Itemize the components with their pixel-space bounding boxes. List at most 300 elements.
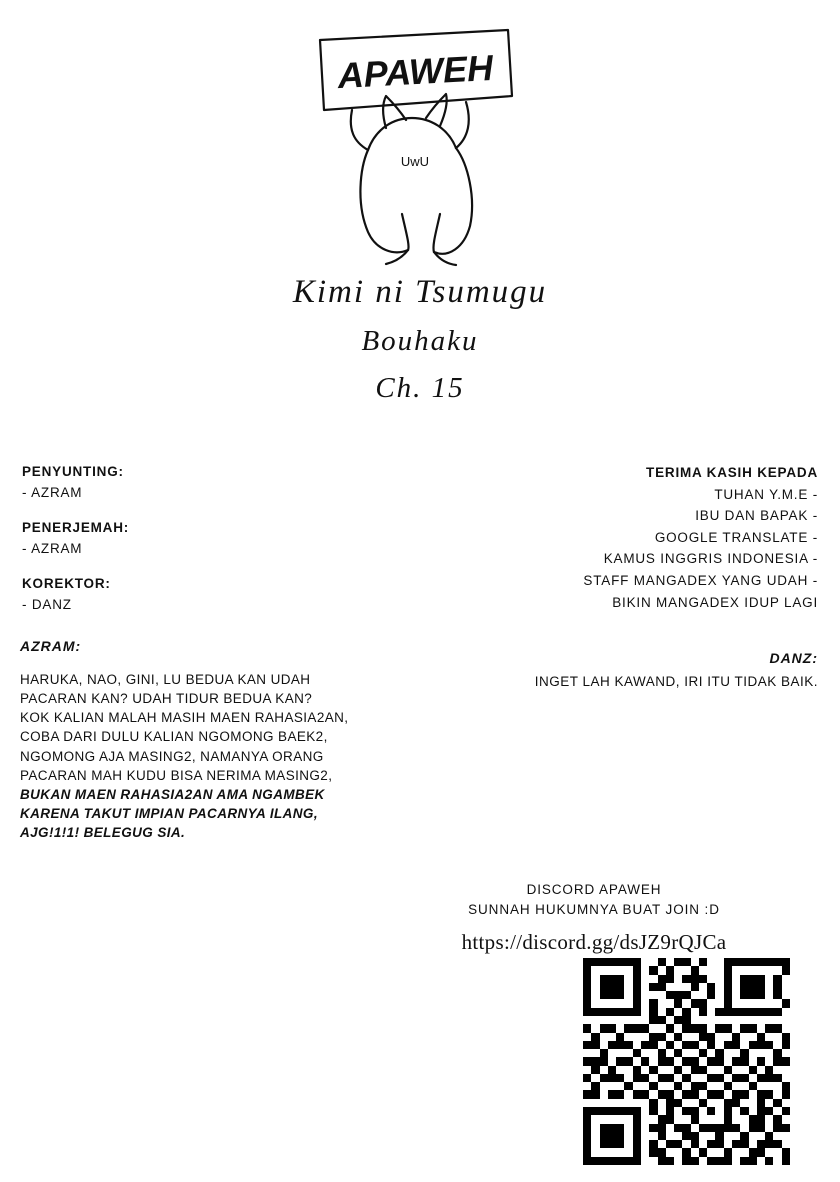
qr-module [682, 1090, 690, 1098]
qr-module [649, 1132, 657, 1140]
qr-module [649, 1148, 657, 1156]
qr-module [624, 958, 632, 966]
qr-module [724, 1074, 732, 1082]
qr-module [583, 1082, 591, 1090]
qr-module [765, 958, 773, 966]
credit-role-translator: PENERJEMAH: [22, 519, 130, 535]
qr-module [674, 958, 682, 966]
qr-module [616, 1140, 624, 1148]
qr-module [749, 1066, 757, 1074]
qr-module [674, 1107, 682, 1115]
qr-module [782, 958, 790, 966]
qr-module [624, 1016, 632, 1024]
qr-module [782, 991, 790, 999]
qr-module [608, 1132, 616, 1140]
qr-module [591, 1049, 599, 1057]
qr-module [707, 999, 715, 1007]
qr-module [691, 991, 699, 999]
qr-module [724, 1107, 732, 1115]
qr-module [757, 1115, 765, 1123]
thanks-line: TUHAN Y.M.E - [714, 486, 818, 502]
qr-module [608, 1074, 616, 1082]
qr-module [624, 999, 632, 1007]
qr-module [724, 1099, 732, 1107]
qr-module [773, 1090, 781, 1098]
qr-module [782, 1140, 790, 1148]
qr-module [608, 1041, 616, 1049]
qr-module [699, 1115, 707, 1123]
qr-module [765, 1124, 773, 1132]
qr-module [682, 1041, 690, 1049]
qr-module [666, 1140, 674, 1148]
qr-module [666, 1099, 674, 1107]
qr-module [765, 1115, 773, 1123]
qr-module [674, 966, 682, 974]
qr-module [724, 1140, 732, 1148]
qr-module [658, 1041, 666, 1049]
chapter-label: Ch. 15 [375, 372, 465, 405]
qr-module [757, 1099, 765, 1107]
qr-module [757, 1124, 765, 1132]
qr-module [757, 991, 765, 999]
qr-module [583, 1099, 591, 1107]
qr-module [600, 1057, 608, 1065]
qr-module [591, 1074, 599, 1082]
qr-module [757, 958, 765, 966]
qr-module [600, 1115, 608, 1123]
qr-module [583, 1148, 591, 1156]
page-subtitle: Bouhaku [361, 325, 479, 358]
qr-module [765, 1148, 773, 1156]
qr-module [583, 1066, 591, 1074]
qr-module [699, 1033, 707, 1041]
qr-module [608, 1124, 616, 1132]
qr-module [757, 1157, 765, 1165]
qr-module [583, 1024, 591, 1032]
qr-module [707, 1041, 715, 1049]
qr-module [583, 1107, 591, 1115]
qr-module [624, 1107, 632, 1115]
qr-module [641, 1115, 649, 1123]
qr-module [682, 1099, 690, 1107]
translator-note-azram [20, 638, 440, 842]
qr-module [699, 958, 707, 966]
qr-module [765, 1066, 773, 1074]
qr-module [666, 958, 674, 966]
qr-module [715, 991, 723, 999]
qr-module [773, 1033, 781, 1041]
qr-grid [583, 958, 790, 1165]
qr-module [641, 1049, 649, 1057]
mascot-illustration [290, 18, 550, 268]
qr-module [583, 1049, 591, 1057]
qr-module [583, 1033, 591, 1041]
qr-module [600, 958, 608, 966]
qr-module [773, 991, 781, 999]
qr-module [608, 966, 616, 974]
qr-module [782, 1074, 790, 1082]
qr-module [707, 983, 715, 991]
qr-module [724, 991, 732, 999]
qr-module [682, 1074, 690, 1082]
qr-module [591, 1090, 599, 1098]
qr-module [773, 975, 781, 983]
qr-module [765, 1132, 773, 1140]
qr-module [624, 991, 632, 999]
qr-module [633, 1057, 641, 1065]
qr-module [715, 1090, 723, 1098]
qr-module [757, 1090, 765, 1098]
qr-module [682, 1049, 690, 1057]
qr-module [715, 1140, 723, 1148]
qr-module [724, 1057, 732, 1065]
qr-module [649, 1008, 657, 1016]
qr-module [740, 1066, 748, 1074]
qr-module [666, 1074, 674, 1082]
qr-module [715, 1099, 723, 1107]
qr-module [641, 1132, 649, 1140]
qr-module [649, 1024, 657, 1032]
qr-module [600, 983, 608, 991]
qr-module [666, 1157, 674, 1165]
qr-module [773, 1115, 781, 1123]
qr-module [633, 975, 641, 983]
qr-module [600, 1024, 608, 1032]
qr-module [757, 1049, 765, 1057]
qr-module [608, 983, 616, 991]
qr-module [658, 1066, 666, 1074]
qr-module [641, 1057, 649, 1065]
qr-module [732, 1049, 740, 1057]
qr-module [674, 1124, 682, 1132]
qr-module [740, 1099, 748, 1107]
qr-module [583, 1041, 591, 1049]
qr-module [715, 1057, 723, 1065]
qr-module [715, 1074, 723, 1082]
qr-module [624, 1057, 632, 1065]
qr-module [591, 1066, 599, 1074]
qr-module [782, 999, 790, 1007]
qr-module [591, 999, 599, 1007]
qr-module [641, 1016, 649, 1024]
qr-module [658, 991, 666, 999]
qr-module [749, 1124, 757, 1132]
qr-module [658, 1049, 666, 1057]
qr-module [591, 966, 599, 974]
qr-module [782, 1033, 790, 1041]
qr-module [641, 1033, 649, 1041]
qr-module [757, 983, 765, 991]
qr-module [691, 1157, 699, 1165]
qr-module [600, 991, 608, 999]
qr-module [674, 1057, 682, 1065]
qr-module [715, 1024, 723, 1032]
qr-module [757, 1033, 765, 1041]
qr-module [666, 1082, 674, 1090]
qr-module [740, 1008, 748, 1016]
thanks-credits [398, 462, 818, 613]
qr-module [691, 1016, 699, 1024]
qr-module [591, 1148, 599, 1156]
qr-module [707, 991, 715, 999]
qr-module [658, 1099, 666, 1107]
qr-module [749, 958, 757, 966]
qr-module [740, 1090, 748, 1098]
qr-module [749, 983, 757, 991]
qr-module [691, 1090, 699, 1098]
qr-module [633, 1082, 641, 1090]
qr-module [649, 1082, 657, 1090]
qr-module [583, 983, 591, 991]
qr-module [616, 1107, 624, 1115]
qr-module [682, 1124, 690, 1132]
qr-module [757, 1016, 765, 1024]
qr-module [649, 1124, 657, 1132]
qr-module [583, 1090, 591, 1098]
qr-module [616, 1099, 624, 1107]
qr-module [608, 975, 616, 983]
qr-module [591, 991, 599, 999]
qr-module [666, 1148, 674, 1156]
qr-module [666, 1132, 674, 1140]
qr-module [757, 1008, 765, 1016]
qr-module [591, 983, 599, 991]
qr-module [699, 991, 707, 999]
discord-qr-code[interactable] [583, 958, 790, 1165]
qr-module [608, 1107, 616, 1115]
qr-module [732, 1074, 740, 1082]
qr-module [649, 975, 657, 983]
qr-module [782, 1057, 790, 1065]
qr-module [691, 1099, 699, 1107]
qr-module [633, 991, 641, 999]
qr-module [732, 1148, 740, 1156]
qr-module [666, 1124, 674, 1132]
note-line: AJG!1!1! BELEGUG SIA. [20, 825, 186, 841]
qr-module [773, 1107, 781, 1115]
qr-module [608, 1033, 616, 1041]
qr-module [749, 1024, 757, 1032]
qr-module [600, 966, 608, 974]
qr-module [608, 1115, 616, 1123]
qr-module [674, 1090, 682, 1098]
qr-module [699, 1082, 707, 1090]
qr-module [699, 1008, 707, 1016]
qr-module [699, 966, 707, 974]
qr-module [740, 1157, 748, 1165]
qr-module [707, 1157, 715, 1165]
credit-role-proofreader: KOREKTOR: [22, 575, 111, 591]
qr-module [715, 975, 723, 983]
qr-module [782, 966, 790, 974]
qr-module [658, 1140, 666, 1148]
qr-module [616, 1132, 624, 1140]
qr-module [600, 1049, 608, 1057]
qr-module [707, 1033, 715, 1041]
qr-module [649, 966, 657, 974]
credit-person-translator: - AZRAM [22, 540, 83, 556]
qr-module [591, 975, 599, 983]
qr-module [616, 1066, 624, 1074]
qr-module [782, 983, 790, 991]
qr-module [707, 1074, 715, 1082]
qr-module [773, 1049, 781, 1057]
qr-module [715, 1016, 723, 1024]
qr-module [649, 1066, 657, 1074]
qr-module [724, 1115, 732, 1123]
qr-module [691, 1033, 699, 1041]
thanks-line: KAMUS INGGRIS INDONESIA - [603, 551, 818, 567]
qr-module [732, 975, 740, 983]
qr-module [707, 1008, 715, 1016]
qr-module [682, 1024, 690, 1032]
qr-module [649, 1140, 657, 1148]
qr-module [773, 999, 781, 1007]
staff-credits [22, 462, 352, 616]
qr-module [658, 1148, 666, 1156]
qr-module [600, 1124, 608, 1132]
qr-module [591, 1124, 599, 1132]
qr-module [740, 1049, 748, 1057]
qr-module [674, 1041, 682, 1049]
qr-module [624, 1074, 632, 1082]
qr-module [633, 1107, 641, 1115]
qr-module [666, 1115, 674, 1123]
qr-module [608, 1049, 616, 1057]
qr-module [583, 1008, 591, 1016]
qr-module [740, 1148, 748, 1156]
qr-module [658, 1132, 666, 1140]
qr-module [658, 1074, 666, 1082]
discord-tagline: SUNNAH HUKUMNYA BUAT JOIN :D [468, 902, 720, 918]
qr-module [691, 1140, 699, 1148]
qr-module [633, 1099, 641, 1107]
qr-module [749, 1157, 757, 1165]
qr-module [765, 999, 773, 1007]
qr-module [666, 1049, 674, 1057]
qr-module [691, 1066, 699, 1074]
qr-module [765, 1049, 773, 1057]
mascot-face-text: UwU [400, 154, 430, 169]
qr-module [765, 1057, 773, 1065]
qr-module [608, 1024, 616, 1032]
qr-module [707, 1115, 715, 1123]
discord-name: DISCORD APAWEH [526, 882, 662, 897]
qr-module [715, 1157, 723, 1165]
qr-module [616, 1082, 624, 1090]
qr-module [633, 1008, 641, 1016]
qr-module [600, 1066, 608, 1074]
qr-module [666, 1107, 674, 1115]
qr-module [608, 1057, 616, 1065]
qr-module [773, 958, 781, 966]
qr-module [707, 1132, 715, 1140]
qr-module [641, 1041, 649, 1049]
qr-module [583, 999, 591, 1007]
qr-module [740, 1082, 748, 1090]
title-block [0, 272, 840, 405]
note-speaker-danz: DANZ: [769, 650, 818, 666]
qr-module [600, 975, 608, 983]
qr-module [641, 983, 649, 991]
qr-module [765, 1082, 773, 1090]
qr-module [666, 1033, 674, 1041]
qr-module [715, 999, 723, 1007]
qr-module [624, 966, 632, 974]
qr-module [699, 1074, 707, 1082]
qr-module [633, 1148, 641, 1156]
qr-module [591, 1082, 599, 1090]
qr-module [749, 1074, 757, 1082]
qr-module [724, 1008, 732, 1016]
qr-module [782, 1148, 790, 1156]
qr-module [624, 1082, 632, 1090]
qr-module [757, 1107, 765, 1115]
qr-module [649, 983, 657, 991]
qr-module [691, 983, 699, 991]
qr-module [724, 1132, 732, 1140]
qr-module [641, 1148, 649, 1156]
qr-module [649, 999, 657, 1007]
qr-module [732, 1082, 740, 1090]
qr-module [658, 1124, 666, 1132]
qr-module [674, 983, 682, 991]
qr-module [773, 1099, 781, 1107]
qr-module [583, 1132, 591, 1140]
qr-module [699, 1041, 707, 1049]
qr-module [765, 1090, 773, 1098]
discord-link[interactable]: https://discord.gg/dsJZ9rQJCa [461, 929, 727, 954]
qr-module [600, 1107, 608, 1115]
qr-module [749, 966, 757, 974]
qr-module [732, 983, 740, 991]
qr-module [740, 975, 748, 983]
qr-module [773, 1008, 781, 1016]
qr-module [674, 1082, 682, 1090]
qr-module [674, 1157, 682, 1165]
qr-module [724, 1082, 732, 1090]
qr-module [624, 1140, 632, 1148]
qr-module [682, 1016, 690, 1024]
qr-module [765, 1024, 773, 1032]
qr-module [773, 1057, 781, 1065]
qr-module [715, 1066, 723, 1074]
qr-module [641, 1157, 649, 1165]
qr-module [782, 1157, 790, 1165]
qr-module [699, 1090, 707, 1098]
qr-module [765, 966, 773, 974]
qr-module [624, 1124, 632, 1132]
qr-module [699, 983, 707, 991]
qr-module [724, 1124, 732, 1132]
qr-module [724, 983, 732, 991]
qr-module [773, 1132, 781, 1140]
qr-module [715, 1115, 723, 1123]
qr-module [633, 1074, 641, 1082]
qr-module [691, 975, 699, 983]
qr-module [732, 1132, 740, 1140]
qr-module [616, 999, 624, 1007]
qr-module [749, 1099, 757, 1107]
qr-module [757, 1082, 765, 1090]
qr-module [624, 1090, 632, 1098]
qr-module [724, 975, 732, 983]
qr-module [715, 1049, 723, 1057]
qr-module [749, 1033, 757, 1041]
qr-module [591, 958, 599, 966]
qr-module [765, 1157, 773, 1165]
qr-module [624, 1148, 632, 1156]
